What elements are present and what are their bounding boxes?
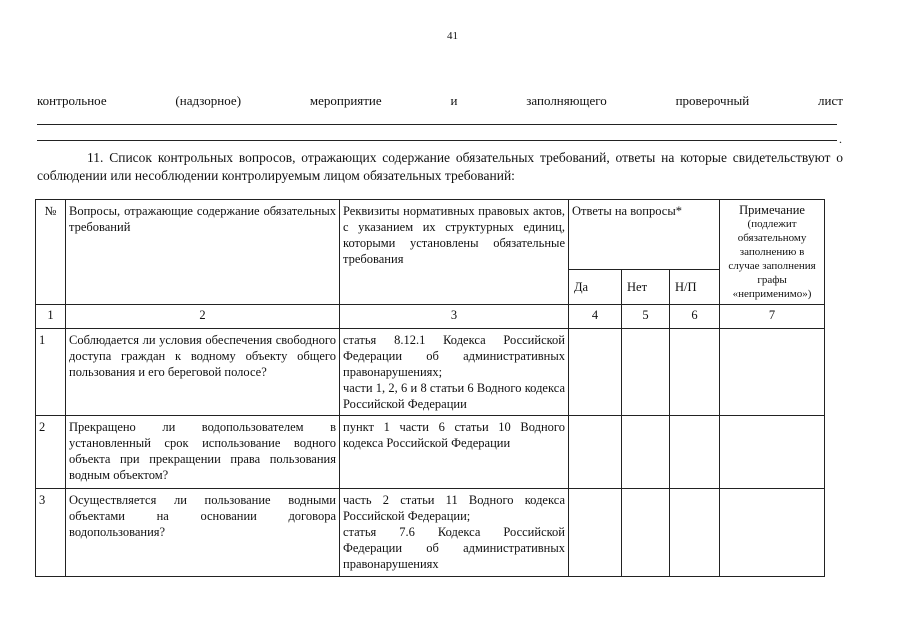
- header-note: [720, 200, 825, 305]
- requisite-line: статья 7.6 Кодекса Российской Федерации об административных правонарушениях: [343, 525, 565, 571]
- trailing-dot: .: [839, 132, 842, 146]
- spread-word: (надзорное): [175, 93, 242, 108]
- spread-word: и: [450, 93, 458, 108]
- note-cell[interactable]: [720, 329, 825, 416]
- spread-word: проверочный: [675, 93, 750, 108]
- requisite-line: пункт 1 части 6 статьи 10 Водного кодекса Российской Федерации: [343, 420, 565, 450]
- answer-yes-cell[interactable]: [569, 489, 622, 577]
- header-yes: Да: [569, 270, 622, 305]
- answer-na-cell[interactable]: [670, 416, 720, 489]
- checklist-table: [35, 199, 825, 577]
- spread-word: заполняющего: [526, 93, 607, 108]
- answer-no-cell[interactable]: [622, 489, 670, 577]
- header-no: Нет: [622, 270, 670, 305]
- header-num: №: [36, 200, 66, 305]
- header-answers: Ответы на вопросы*: [569, 200, 720, 270]
- answer-yes-cell[interactable]: [569, 329, 622, 416]
- row-requisites: [340, 489, 569, 577]
- column-number: 3: [340, 305, 569, 329]
- header-questions: Вопросы, отражающие содержание обязательных требований: [66, 200, 340, 305]
- note-cell[interactable]: [720, 416, 825, 489]
- spread-word: лист: [818, 93, 843, 108]
- row-requisites: [340, 329, 569, 416]
- column-number: 1: [36, 305, 66, 329]
- row-num: 2: [36, 416, 66, 489]
- column-number: 2: [66, 305, 340, 329]
- row-num: 3: [36, 489, 66, 577]
- header-requisites: Реквизиты нормативных правовых актов, с указанием их структурных единиц, которыми установлены обязательные требования: [340, 200, 569, 305]
- column-number: 5: [622, 305, 670, 329]
- table-row: [36, 489, 825, 577]
- answer-na-cell[interactable]: [670, 329, 720, 416]
- spread-word: мероприятие: [309, 93, 382, 108]
- row-question: Соблюдается ли условия обеспечения свободного доступа граждан к водному объекту общего пользования и его береговой полосе?: [66, 329, 340, 416]
- row-num: 1: [36, 329, 66, 416]
- column-number: 4: [569, 305, 622, 329]
- table-row: [36, 329, 825, 416]
- answer-yes-cell[interactable]: [569, 416, 622, 489]
- header-note-text: (подлежит обязательному заполнению в случае заполнения графы «неприменимо»): [728, 218, 816, 300]
- answer-no-cell[interactable]: [622, 416, 670, 489]
- spread-heading-line: [37, 93, 843, 109]
- row-requisites: [340, 416, 569, 489]
- row-question: Прекращено ли водопользователем в установленный срок использование водного объекта при прекращении права пользования водным объектом?: [66, 416, 340, 489]
- requisite-line: статья 8.12.1 Кодекса Российской Федерации об административных правонарушениях;: [343, 333, 565, 379]
- fill-in-line: [37, 140, 837, 141]
- table-row: [36, 416, 825, 489]
- header-row: [36, 200, 825, 270]
- requisite-line: части 1, 2, 6 и 8 статьи 6 Водного кодекса Российской Федерации: [343, 381, 565, 411]
- section-paragraph: 11. Список контрольных вопросов, отражающих содержание обязательных требований, ответы на которые свидетельствуют о соблюдении или несоблюдении контролируемым лицом обязательных требований:: [37, 150, 843, 183]
- spread-word: контрольное: [37, 93, 107, 108]
- header-note-title: Примечание: [739, 203, 805, 217]
- page-number: 41: [447, 30, 458, 42]
- answer-no-cell[interactable]: [622, 329, 670, 416]
- note-cell[interactable]: [720, 489, 825, 577]
- header-na: Н/П: [670, 270, 720, 305]
- answer-na-cell[interactable]: [670, 489, 720, 577]
- requisite-line: часть 2 статьи 11 Водного кодекса Российской Федерации;: [343, 493, 565, 523]
- row-question: Осуществляется ли пользование водными объектами на основании договора водопользования?: [66, 489, 340, 577]
- fill-in-line: [37, 124, 837, 125]
- column-number-row: [36, 305, 825, 329]
- column-number: 6: [670, 305, 720, 329]
- column-number: 7: [720, 305, 825, 329]
